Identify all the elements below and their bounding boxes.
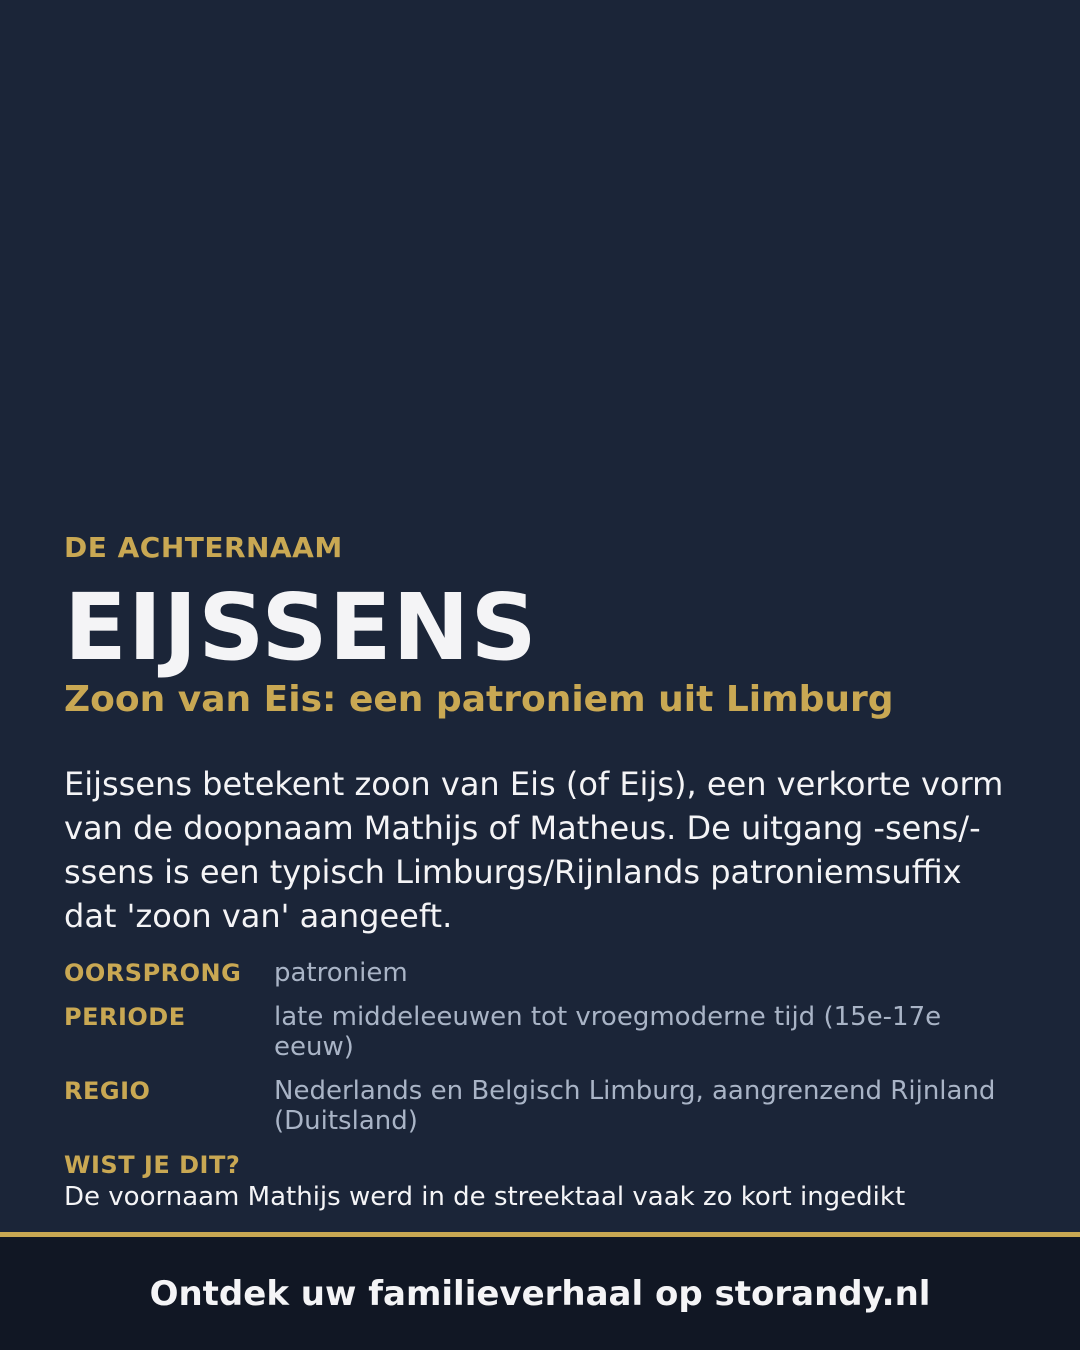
fact-value: Nederlands en Belgisch Limburg, aangrenzend Rijnland (Duitsland): [274, 1076, 996, 1136]
facts-list: [64, 958, 1014, 1136]
fact-value: late middeleeuwen tot vroegmoderne tijd (15e-17e eeuw): [274, 1002, 942, 1062]
fact-row-regio: [64, 1076, 1014, 1136]
fact-row-periode: [64, 1002, 1014, 1062]
surname-title: EIJSSENS: [64, 574, 538, 681]
fact-row-oorsprong: [64, 958, 1014, 988]
fact-label: PERIODE: [64, 1003, 186, 1031]
eyebrow-label: DE ACHTERNAAM: [64, 531, 343, 564]
did-you-know-label: WIST JE DIT?: [64, 1151, 241, 1179]
footer-banner: [0, 1232, 1080, 1350]
did-you-know-text: De voornaam Mathijs werd in de streektaal vaak zo kort ingedikt: [64, 1182, 906, 1212]
fact-label: OORSPRONG: [64, 959, 242, 987]
fact-value: patroniem: [274, 958, 408, 988]
footer-cta-text[interactable]: Ontdek uw familieverhaal op storandy.nl: [149, 1273, 931, 1314]
fact-label: REGIO: [64, 1077, 151, 1105]
surname-card: [64, 532, 1014, 1214]
surname-description: Eijssens betekent zoon van Eis (of Eijs), een verkorte vorm van de doopnaam Mathijs of Matheus. De uitgang -sens/-ssens is een typisch Limburgs/Rijnlands patroniemsuffix dat 'zoon van' aangeeft.: [64, 765, 1004, 935]
surname-subtitle: Zoon van Eis: een patroniem uit Limburg: [64, 679, 894, 720]
